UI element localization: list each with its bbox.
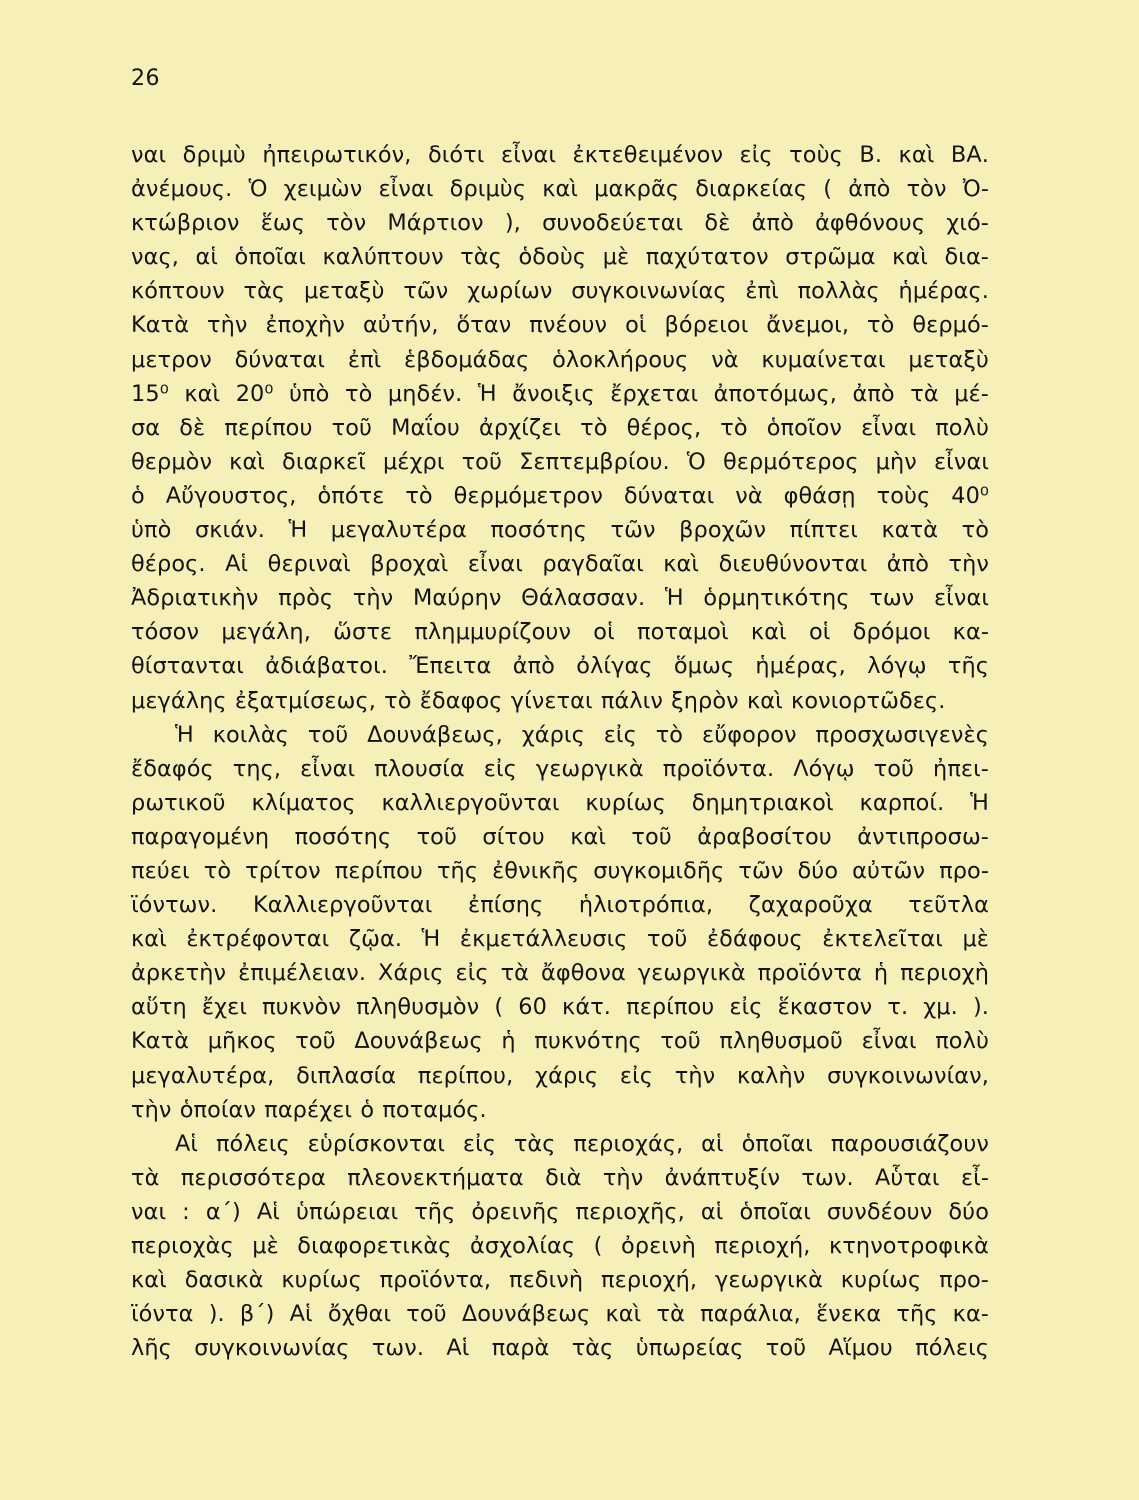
- text-line: ϊόντα ). β΄) Αἱ ὄχθαι τοῦ Δουνάβεως καὶ τὰ παράλια, ἕνεκα τῆς κα-: [131, 1301, 989, 1328]
- text-line: νας, αἱ ὁποῖαι καλύπτουν τὰς ὁδοὺς μὲ παχύτατον στρῶμα καὶ δια-: [131, 244, 989, 271]
- text-line: μεγαλυτέρα, διπλασία περίπου, χάρις εἰς τὴν καλὴν συγκοινωνίαν,: [131, 1062, 989, 1089]
- text-line: θίστανται ἀδιάβατοι. Ἔπειτα ἀπὸ ὀλίγας ὅμως ἡμέρας, λόγῳ τῆς: [131, 653, 989, 680]
- page-number: 26: [131, 66, 160, 91]
- body-text: [131, 138, 989, 1365]
- text-line: τὴν ὁποίαν παρέχει ὁ ποταμός.: [131, 1096, 487, 1123]
- text-line: Κατὰ τὴν ἐποχὴν αὐτήν, ὅταν πνέουν οἱ βόρειοι ἄνεμοι, τὸ θερμό-: [131, 312, 989, 339]
- text-line: καὶ ἐκτρέφονται ζῷα. Ἡ ἐκμετάλλευσις τοῦ ἐδάφους ἐκτελεῖται μὲ: [131, 926, 989, 953]
- text-line: ἀνέμους. Ὁ χειμὼν εἶναι δριμὺς καὶ μακρᾶς διαρκείας ( ἀπὸ τὸν Ὀ-: [131, 176, 989, 203]
- text-line: σα δὲ περίπου τοῦ Μαΐου ἀρχίζει τὸ θέρος, τὸ ὁποῖον εἶναι πολὺ: [131, 414, 989, 441]
- text-line: αὕτη ἔχει πυκνὸν πληθυσμὸν ( 60 κάτ. περίπου εἰς ἕκαστον τ. χμ. ).: [131, 994, 989, 1021]
- text-line: 15⁰ καὶ 20⁰ ὑπὸ τὸ μηδέν. Ἡ ἄνοιξις ἔρχεται ἀποτόμως, ἀπὸ τὰ μέ-: [131, 380, 989, 407]
- text-line: παραγομένη ποσότης τοῦ σίτου καὶ τοῦ ἀραβοσίτου ἀντιπροσω-: [131, 823, 989, 850]
- text-line: Ἀδριατικὴν πρὸς τὴν Μαύρην Θάλασσαν. Ἡ ὁρμητικότης των εἶναι: [131, 585, 989, 612]
- text-line: ἔδαφός της, εἶναι πλουσία εἰς γεωργικὰ προϊόντα. Λόγῳ τοῦ ἠπει-: [131, 755, 989, 782]
- text-line: ρωτικοῦ κλίματος καλλιεργοῦνται κυρίως δημητριακοὶ καρποί. Ἡ: [131, 789, 989, 816]
- text-line: λῆς συγκοινωνίας των. Αἱ παρὰ τὰς ὑπωρείας τοῦ Αἵμου πόλεις: [131, 1335, 989, 1362]
- text-line: μεγάλης ἐξατμίσεως, τὸ ἔδαφος γίνεται πάλιν ξηρὸν καὶ κονιορτῶδες.: [131, 687, 946, 714]
- text-line: θερμὸν καὶ διαρκεῖ μέχρι τοῦ Σεπτεμβρίου. Ὁ θερμότερος μὴν εἶναι: [131, 448, 989, 475]
- text-line: καὶ δασικὰ κυρίως προϊόντα, πεδινὴ περιοχή, γεωργικὰ κυρίως προ-: [131, 1267, 989, 1294]
- text-line: ναι δριμὺ ἠπειρωτικόν, διότι εἶναι ἐκτεθειμένον εἰς τοὺς Β. καὶ ΒΑ.: [131, 142, 989, 168]
- text-line: πεύει τὸ τρίτον περίπου τῆς ἐθνικῆς συγκομιδῆς τῶν δύο αὐτῶν προ-: [131, 857, 989, 884]
- text-line: κτώβριον ἕως τὸν Μάρτιον ), συνοδεύεται δὲ ἀπὸ ἀφθόνους χιό-: [131, 210, 989, 237]
- text-line: Αἱ πόλεις εὑρίσκονται εἰς τὰς περιοχάς, αἱ ὁποῖαι παρουσιάζουν: [175, 1130, 989, 1157]
- text-line: Κατὰ μῆκος τοῦ Δουνάβεως ἡ πυκνότης τοῦ πληθυσμοῦ εἶναι πολὺ: [131, 1028, 989, 1055]
- paragraph-danube-valley: [131, 718, 989, 1127]
- text-line: μετρον δύναται ἐπὶ ἑβδομάδας ὁλοκλήρους νὰ κυμαίνεται μεταξὺ: [131, 346, 989, 373]
- text-line: τόσον μεγάλη, ὥστε πλημμυρίζουν οἱ ποταμοὶ καὶ οἱ δρόμοι κα-: [131, 619, 989, 646]
- paragraph-climate: [131, 138, 989, 718]
- text-line: θέρος. Αἱ θεριναὶ βροχαὶ εἶναι ραγδαῖαι καὶ διευθύνονται ἀπὸ τὴν: [131, 551, 989, 578]
- text-line: κόπτουν τὰς μεταξὺ τῶν χωρίων συγκοινωνίας ἐπὶ πολλὰς ἡμέρας.: [131, 278, 989, 305]
- text-line: ναι : α΄) Αἱ ὑπώρειαι τῆς ὀρεινῆς περιοχῆς, αἱ ὁποῖαι συνδέουν δύο: [131, 1198, 989, 1225]
- text-line: τὰ περισσότερα πλεονεκτήματα διὰ τὴν ἀνάπτυξίν των. Αὗται εἶ-: [131, 1164, 989, 1191]
- text-line: περιοχὰς μὲ διαφορετικὰς ἀσχολίας ( ὀρεινὴ περιοχή, κτηνοτροφικὰ: [131, 1233, 989, 1259]
- text-line: ὁ Αὔγουστος, ὁπότε τὸ θερμόμετρον δύναται νὰ φθάσῃ τοὺς 40⁰: [131, 482, 989, 509]
- text-line: Ἡ κοιλὰς τοῦ Δουνάβεως, χάρις εἰς τὸ εὔφορον προσχωσιγενὲς: [175, 721, 989, 748]
- paragraph-cities: [131, 1127, 989, 1366]
- text-line: ὑπὸ σκιάν. Ἡ μεγαλυτέρα ποσότης τῶν βροχῶν πίπτει κατὰ τὸ: [131, 517, 989, 544]
- text-line: ἀρκετὴν ἐπιμέλειαν. Χάρις εἰς τὰ ἄφθονα γεωργικὰ προϊόντα ἡ περιοχὴ: [131, 960, 989, 987]
- text-line: ϊόντων. Καλλιεργοῦνται ἐπίσης ἡλιοτρόπια, ζαχαροῦχα τεῦτλα: [131, 892, 989, 919]
